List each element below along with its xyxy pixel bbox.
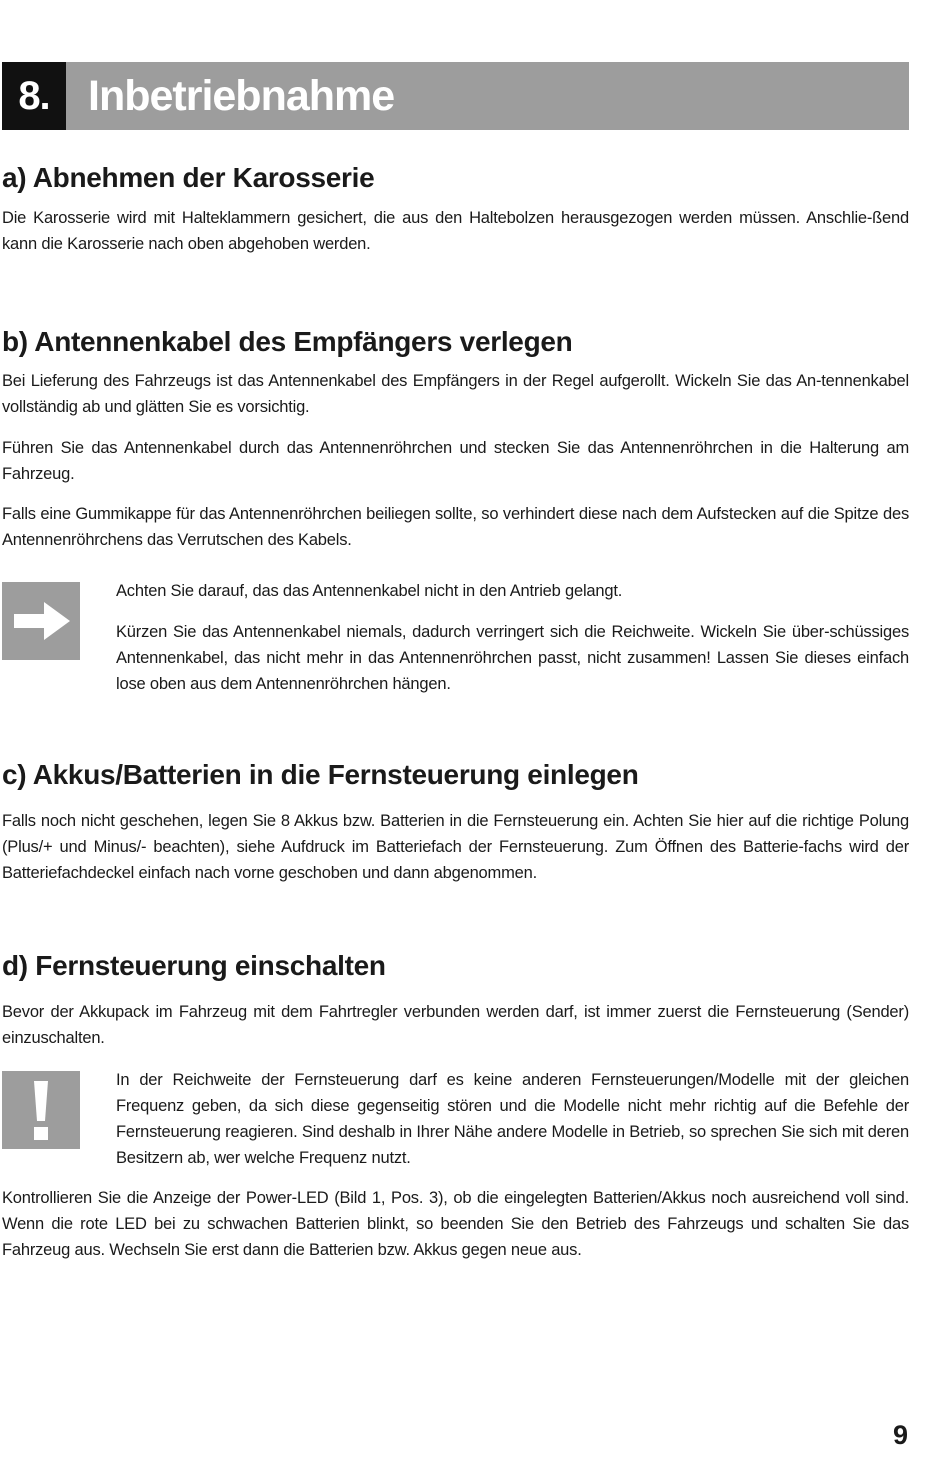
section-c-heading: c) Akkus/Batterien in die Fernsteuerung einlegen: [2, 759, 639, 790]
note-box: [2, 578, 909, 698]
page-number: 9: [892, 1420, 908, 1450]
exclamation-icon: [2, 1071, 80, 1149]
section-a: [2, 161, 909, 257]
section-b-paragraph-3: Falls eine Gummikappe für das Antennenröhrchen beiliegen sollte, so verhindert diese nach dem Aufstecken auf die Spitze des Antennenröhrchens das Verrutschen des Kabels.: [2, 505, 909, 549]
warning-box: [2, 1067, 909, 1177]
section-c-paragraph-1: Falls noch nicht geschehen, legen Sie 8 Akkus bzw. Batterien in die Fernsteuerung ein. Achten Sie hier auf die richtige Polung (Plus/+ und Minus/- beachten), siehe Aufdruck im Batteriefach der Fernsteuerung. Zum Öffnen des Batterie-fachs wird der Batteriefachdeckel einfach nach vorne geschoben und dann abgenommen.: [2, 812, 909, 882]
note-paragraph-1: Achten Sie darauf, das das Antennenkabel nicht in den Antrieb gelangt.: [116, 582, 623, 600]
section-a-heading: a) Abnehmen der Karosserie: [2, 162, 375, 193]
section-d-continued: [2, 1185, 909, 1263]
section-b-heading: b) Antennenkabel des Empfängers verlegen: [2, 326, 573, 357]
section-d-heading: d) Fernsteuerung einschalten: [2, 950, 386, 981]
section-b-paragraph-2: Führen Sie das Antennenkabel durch das Antennenröhrchen und stecken Sie das Antennenröhrchen in die Halterung am Fahrzeug.: [2, 439, 909, 483]
chapter-title: Inbetriebnahme: [66, 62, 909, 130]
section-b-paragraph-1: Bei Lieferung des Fahrzeugs ist das Antennenkabel des Empfängers in der Regel aufgerollt. Wickeln Sie das An-tennenkabel vollständig ab und glätten Sie es vorsichtig.: [2, 372, 909, 416]
arrow-right-icon: [2, 582, 80, 660]
section-c: [2, 758, 909, 886]
chapter-header: [2, 62, 909, 130]
note-paragraph-2: Kürzen Sie das Antennenkabel niemals, dadurch verringert sich die Reichweite. Wickeln Sie über-schüssiges Antennenkabel, das nicht mehr in das Antennenröhrchen passt, nicht zusammen! Lassen Sie dieses einfach lose oben aus dem Antennenröhrchen hängen.: [116, 623, 909, 693]
warning-paragraph: In der Reichweite der Fernsteuerung darf es keine anderen Fernsteuerungen/Modelle mit der gleichen Frequenz geben, da sich diese gegenseitig stören und die Modelle nicht mehr richtig auf die Befehle der Fernsteuerung reagieren. Sind deshalb in Ihrer Nähe andere Modelle in Betrieb, so sprechen Sie sich mit deren Besitzern ab, wer welche Frequenz nutzt.: [116, 1071, 909, 1167]
section-a-paragraph-1: Die Karosserie wird mit Halteklammern gesichert, die aus den Haltebolzen herausgezogen werden müssen. Anschlie-ßend kann die Karosserie nach oben abgehoben werden.: [2, 209, 909, 253]
section-d-paragraph-1: Bevor der Akkupack im Fahrzeug mit dem Fahrtregler verbunden werden darf, ist immer zuerst die Fernsteuerung (Sender) einzuschalten.: [2, 1003, 909, 1047]
section-b: [2, 325, 909, 553]
section-d-paragraph-2: Kontrollieren Sie die Anzeige der Power-LED (Bild 1, Pos. 3), ob die eingelegten Batterien/Akkus noch ausreichend voll sind. Wenn die rote LED bei zu schwachen Batterien blinkt, so beenden Sie den Betrieb des Fahrzeugs und schalten Sie das Fahrzeug aus. Wechseln Sie erst dann die Batterien bzw. Akkus gegen neue aus.: [2, 1189, 909, 1259]
chapter-number: 8.: [2, 62, 66, 130]
section-d: [2, 949, 909, 1051]
